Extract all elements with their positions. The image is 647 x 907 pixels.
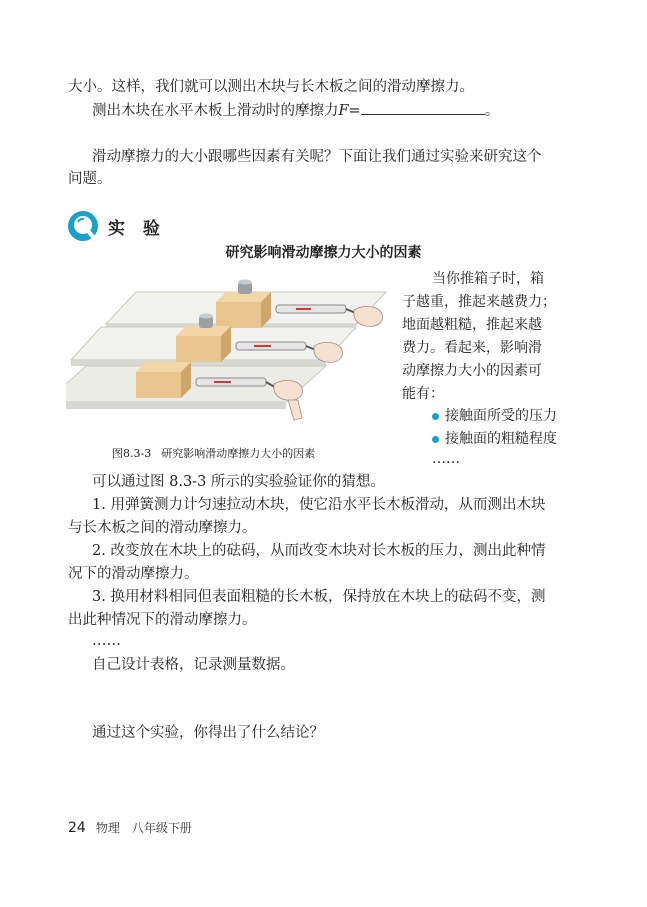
side-text-line: 子越重，推起来越费力； <box>402 294 556 310</box>
wood-block-top <box>216 280 271 329</box>
side-text-line: 动摩擦力大小的因素可 <box>402 363 542 379</box>
book-title: 物理 八年级下册 <box>95 821 192 835</box>
side-text-line: 能有： <box>402 386 444 402</box>
measure-prompt <box>92 100 499 122</box>
section-heading <box>66 208 166 244</box>
figure-caption <box>112 446 315 462</box>
factor-ellipsis: …… <box>432 451 460 467</box>
measure-suffix: 。 <box>484 103 500 119</box>
factor-item <box>432 405 557 427</box>
step-1-cont: 与长木板之间的滑动摩擦力。 <box>68 520 257 536</box>
question-line-2: 问题。 <box>68 171 112 187</box>
step-1: 1. 用弹簧测力计匀速拉动木块，使它沿水平长木板滑动，从而测出木块 <box>92 497 546 513</box>
experiment-title: 研究影响滑动摩擦力大小的因素 <box>225 245 422 261</box>
side-text-line: 地面越粗糙，推起来越 <box>402 317 542 333</box>
factor-item <box>432 428 557 450</box>
conclusion-question: 通过这个实验，你得出了什么结论？ <box>92 725 324 741</box>
page-footer <box>68 819 192 836</box>
figure-number: 图8.3-3 <box>112 447 152 460</box>
side-text-line: 当你推箱子时，箱 <box>432 271 544 287</box>
steps-ellipsis: …… <box>92 633 121 649</box>
wood-block-bottom <box>136 362 191 398</box>
section-heading-text: 实 验 <box>108 218 166 239</box>
friction-variable: F= <box>338 103 361 119</box>
hand-top <box>354 306 382 326</box>
side-text-line: 费力。看起来，影响滑 <box>402 340 542 356</box>
step-2-cont: 况下的滑动摩擦力。 <box>68 566 199 582</box>
measure-prompt-text: 测出木块在水平木板上滑动时的摩擦力 <box>92 103 339 119</box>
question-line-1: 滑动摩擦力的大小跟哪些因素有关呢？下面让我们通过实验来研究这个 <box>92 149 542 165</box>
design-table-instruction: 自己设计表格，记录测量数据。 <box>92 657 295 673</box>
step-3-cont: 出此种情况下的滑动摩擦力。 <box>68 612 257 628</box>
page-number: 24 <box>68 820 86 836</box>
verify-intro: 可以通过图 8.3-3 所示的实验验证你的猜想。 <box>92 474 385 490</box>
paragraph-continuation: 大小。这样，我们就可以测出木块与长木板之间的滑动摩擦力。 <box>68 79 474 95</box>
bullet-icon <box>432 436 439 443</box>
step-2: 2. 改变放在木块上的砝码，从而改变木块对长木板的压力，测出此种情 <box>92 543 546 559</box>
step-3: 3. 换用材料相同但表面粗糙的长木板，保持放在木块上的砝码不变，测 <box>92 589 546 605</box>
answer-blank[interactable] <box>361 100 485 115</box>
factor-label: 接触面的粗糙程度 <box>445 431 557 447</box>
experiment-illustration <box>66 262 396 442</box>
bullet-icon <box>432 413 439 420</box>
factor-label: 接触面所受的压力 <box>445 408 557 424</box>
magnifier-icon <box>66 209 100 243</box>
figure-caption-text: 研究影响滑动摩擦力大小的因素 <box>161 447 316 460</box>
